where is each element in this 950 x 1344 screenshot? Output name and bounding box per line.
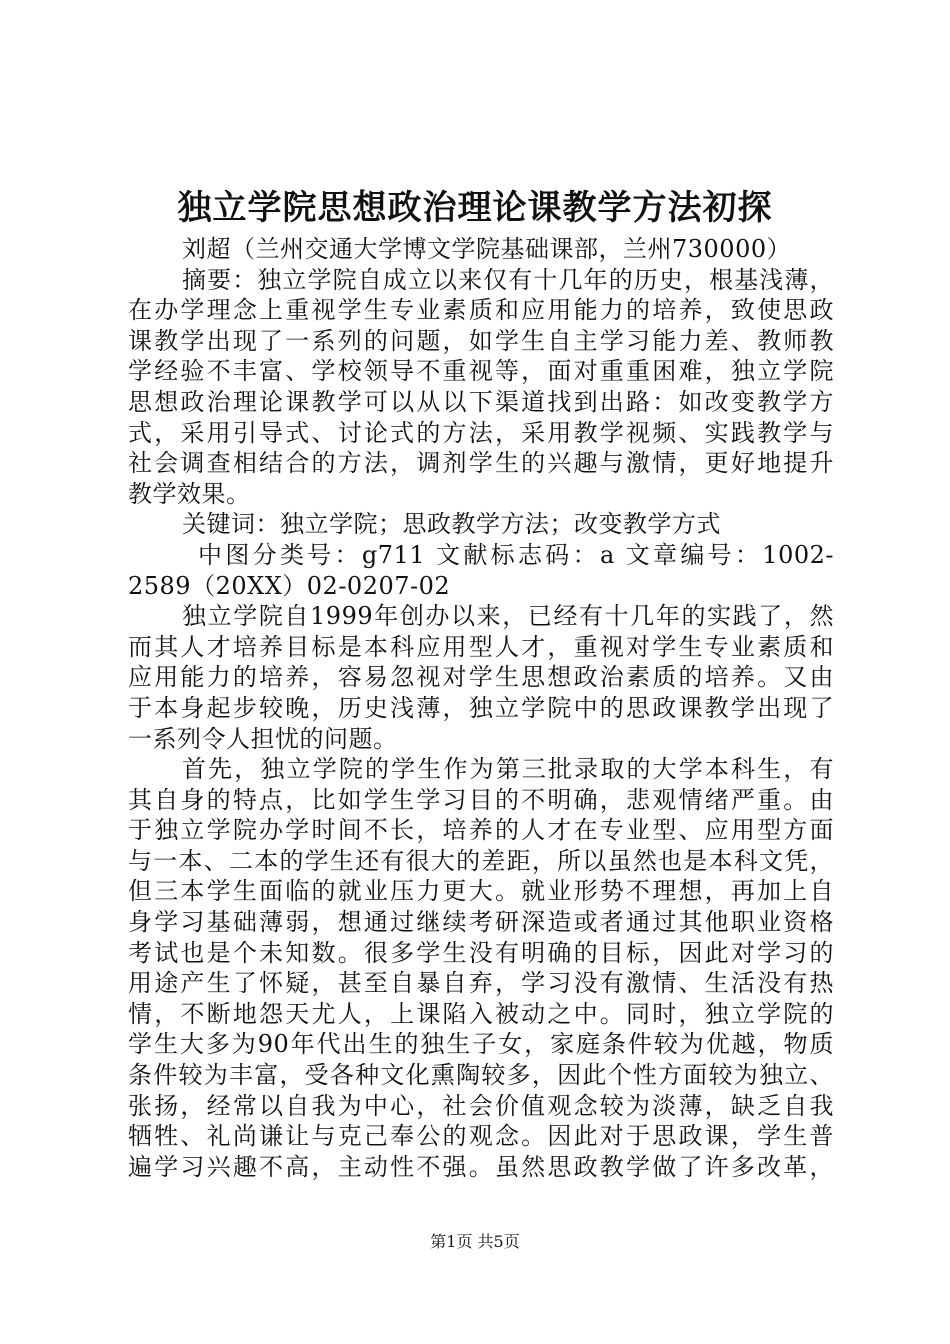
paragraph-line: 学生大多为90年代出生的独生子女，家庭条件较为优越，物质 (128, 1030, 834, 1059)
paragraph-line: 考试也是个未知数。很多学生没有明确的目标，因此对学习的 (128, 938, 834, 967)
abstract-line: 在办学理念上重视学生专业素质和应用能力的培养，致使思政 (128, 296, 834, 325)
abstract-line: 社会调查相结合的方法，调剂学生的兴趣与激情，更好地提升 (128, 449, 834, 478)
paragraph-line: 遍学习兴趣不高，主动性不强。虽然思政教学做了许多改革， (128, 1152, 834, 1181)
page-footer: 第1页 共5页 (430, 1232, 520, 1251)
paragraph-line: 用途产生了怀疑，甚至自暴自弃，学习没有激情、生活没有热 (128, 969, 834, 998)
abstract-line: 学经验不丰富、学校领导不重视等，面对重重困难，独立学院 (128, 357, 834, 386)
paragraph-line: 与一本、二本的学生还有很大的差距，所以虽然也是本科文凭， (128, 846, 834, 875)
keywords-line: 关键词：独立学院；思政教学方法；改变教学方式 (182, 510, 721, 539)
abstract-line: 教学效果。 (128, 479, 251, 508)
paragraph-line: 情，不断地怨天尤人，上课陷入被动之中。同时，独立学院的 (128, 999, 834, 1028)
paragraph-line: 应用能力的培养，容易忽视对学生思想政治素质的培养。又由 (128, 663, 834, 692)
paragraph-line: 于独立学院办学时间不长，培养的人才在专业型、应用型方面 (128, 816, 834, 845)
abstract-line: 课教学出现了一系列的问题，如学生自主学习能力差、教师教 (128, 326, 834, 355)
document-title: 独立学院思想政治理论课教学方法初探 (177, 188, 773, 228)
paragraph-line: 身学习基础薄弱，想通过继续考研深造或者通过其他职业资格 (128, 908, 834, 937)
paragraph-line: 首先，独立学院的学生作为第三批录取的大学本科生，有 (182, 755, 834, 784)
abstract-line: 式，采用引导式、讨论式的方法，采用教学视频、实践教学与 (128, 418, 834, 447)
classification-line: 中图分类号：g711 文献标志码：a 文章编号：1002- (198, 540, 834, 569)
paragraph-line: 牺牲、礼尚谦让与克己奉公的观念。因此对于思政课，学生普 (128, 1122, 834, 1151)
paragraph-line: 条件较为丰富，受各种文化熏陶较多，因此个性方面较为独立、 (128, 1061, 834, 1090)
paragraph-line: 于本身起步较晚，历史浅薄，独立学院中的思政课教学出现了 (128, 693, 834, 722)
paragraph-line: 而其人才培养目标是本科应用型人才，重视对学生专业素质和 (128, 632, 834, 661)
paragraph-line: 独立学院自1999年创办以来，已经有十几年的实践了，然 (182, 602, 834, 631)
paragraph-line: 但三本学生面临的就业压力更大。就业形势不理想，再加上自 (128, 877, 834, 906)
author-line: 刘超（兰州交通大学博文学院基础课部，兰州730000） (182, 235, 792, 263)
paragraph-line: 一系列令人担忧的问题。 (128, 724, 398, 753)
abstract-line: 思想政治理论课教学可以从以下渠道找到出路：如改变教学方 (128, 387, 834, 416)
classification-line: 2589（20XX）02-0207-02 (128, 571, 451, 600)
abstract-line: 摘要：独立学院自成立以来仅有十几年的历史，根基浅薄， (182, 265, 834, 294)
paragraph-line: 张扬，经常以自我为中心，社会价值观念较为淡薄，缺乏自我 (128, 1091, 834, 1120)
document-body (128, 234, 834, 1182)
paragraph-line: 其自身的特点，比如学生学习目的不明确，悲观情绪严重。由 (128, 785, 834, 814)
